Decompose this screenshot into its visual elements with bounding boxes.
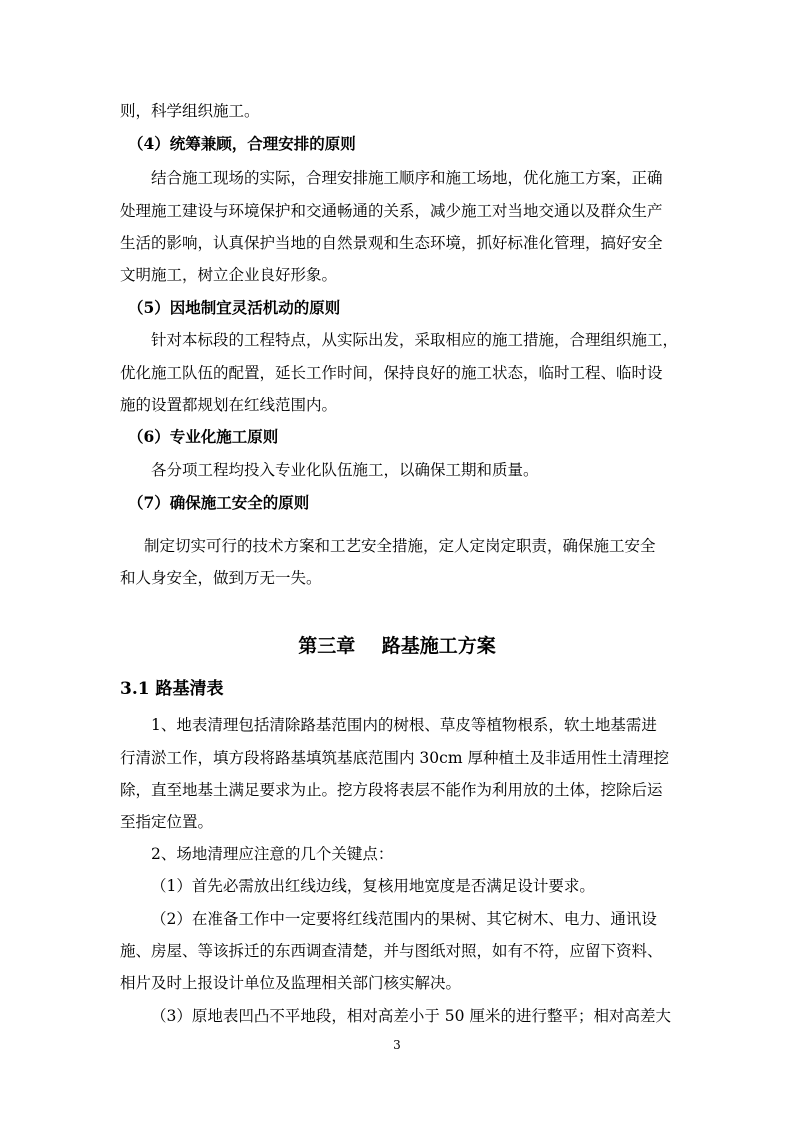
paragraph-line: 处理施工建设与环境保护和交通畅通的关系，减少施工对当地交通以及群众生产 bbox=[120, 202, 663, 220]
paragraph-line: 生活的影响，认真保护当地的自然景观和生态环境，抓好标准化管理，搞好安全 bbox=[120, 234, 663, 252]
paragraph-line: 2、场地清理应注意的几个关键点： bbox=[151, 845, 394, 863]
chapter-title: 第三章 路基施工方案 bbox=[298, 635, 496, 657]
paragraph-line: （2）在准备工作中一定要将红线范围内的果树、其它树木、电力、通讯设 bbox=[151, 910, 657, 928]
paragraph-line: 各分项工程均投入专业化队伍施工，以确保工期和质量。 bbox=[151, 461, 539, 479]
paragraph-line: 施的设置都规划在红线范围内。 bbox=[120, 396, 338, 414]
paragraph-line: 文明施工，树立企业良好形象。 bbox=[120, 266, 338, 284]
paragraph-line: 除，直至地基土满足要求为止。挖方段将表层不能作为利用放的土体，挖除后运 bbox=[120, 781, 663, 799]
paragraph-line: 1、地表清理包括清除路基范围内的树根、草皮等植物根系，软土地基需进 bbox=[151, 716, 657, 734]
paragraph-line: 行清淤工作，填方段将路基填筑基底范围内 30cm 厚种植土及非适用性土清理挖 bbox=[120, 749, 669, 767]
principle-heading: （5）因地制宜灵活机动的原则 bbox=[128, 298, 341, 317]
paragraph-line: 制定切实可行的技术方案和工艺安全措施，定人定岗定职责，确保施工安全 bbox=[144, 537, 656, 555]
paragraph-line: （3）原地表凹凸不平地段，相对高差小于 50 厘米的进行整平；相对高差大 bbox=[151, 1007, 671, 1025]
principle-heading: （6）专业化施工原则 bbox=[128, 427, 279, 446]
paragraph-line: 相片及时上报设计单位及监理相关部门核实解决。 bbox=[120, 974, 462, 992]
paragraph-line: 则，科学组织施工。 bbox=[120, 102, 260, 120]
paragraph-line: 至指定位置。 bbox=[120, 813, 214, 831]
paragraph-line: 施、房屋、等该拆迁的东西调查清楚，并与图纸对照，如有不符，应留下资料、 bbox=[120, 942, 663, 960]
paragraph-line: 和人身安全，做到万无一失。 bbox=[120, 569, 322, 587]
principle-heading: （4）统筹兼顾，合理安排的原则 bbox=[128, 134, 356, 153]
paragraph-line: 结合施工现场的实际，合理安排施工顺序和施工场地，优化施工方案，正确 bbox=[151, 169, 663, 187]
paragraph-line: （1）首先必需放出红线边线，复核用地宽度是否满足设计要求。 bbox=[151, 877, 595, 895]
paragraph-line: 优化施工队伍的配置，延长工作时间，保持良好的施工状态，临时工程、临时设 bbox=[120, 364, 663, 382]
page-number: 3 bbox=[393, 1038, 401, 1052]
section-title: 3.1 路基清表 bbox=[120, 679, 224, 699]
principle-heading: （7）确保施工安全的原则 bbox=[128, 493, 310, 512]
paragraph-line: 针对本标段的工程特点，从实际出发，采取相应的施工措施，合理组织施工， bbox=[151, 331, 679, 349]
